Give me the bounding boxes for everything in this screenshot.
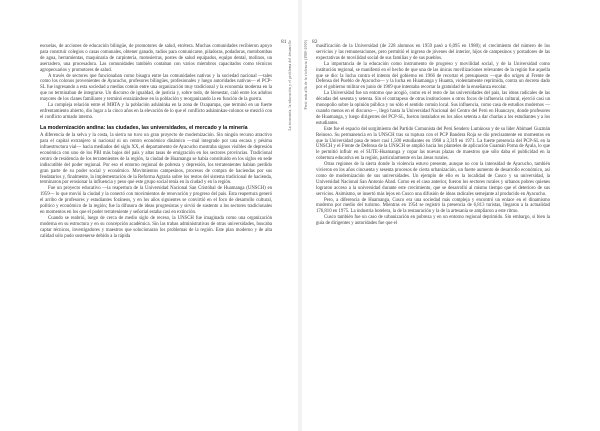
paragraph: Este fue el espacio del surgimiento del Partido Comunista del Perú Sendero Luminoso y de su líder Abimael Guzmán Reinoso. Su permanencia en la UNSCH tras su ruptura con el PCP Bandera Roja se dio precisamente en momentos en que la Universidad pasa de tener casi 1,500 estudiantes en 1968 a 3,319 en 1971. La fuerte presencia del PCP-SL en la UNSCH y el Frente de Defensa de la UNSCH se amplió hacia los planteles de aplicación Guamán Poma de Ayala, lo que le permitió influir en el SUTE-Huamanga y copar las nuevas plazas de maestros que sólo daba el publicidad en la cobertura educativa en la región, particularmente en las áreas rurales. <box>316 126 550 162</box>
paragraph: Fue un proyecto educativo —la reapertura de la Universidad Nacional San Cristóbal de Huamanga (UNSCH) en 1959— lo que movió la ciudad y la conectó con movimientos de renovación y progreso del país. Esta reapertura generó el arribo de profesores y estudiantes foráneos, y en los años siguientes se convirtió en el foco de desarrollo cultural, político y económico de la región; fue la difusora de ideas progresistas y sirvió de sustento a los sectores tradicionales en momentos en los que el poder terrateniente y señorial estaba casi en extinción. <box>40 186 272 215</box>
right-page <box>302 0 600 431</box>
page-number: 82 <box>312 39 318 45</box>
text-column <box>40 44 272 240</box>
paragraph: A través de sectores que funcionaban como bisagra entre las comunidades nativas y la sociedad nacional —tales como los colonos provenientes de Ayacucho, profesores bilingües, profesionales y luego autoridades nativas— el PCP-SL fue ingresando a esta sociedad a medias común entre una organización muy tradicional y la economía moderna en la que no terminaban de integrarse. Un discurso de igualdad, de justicia y, sobre todo, de bienestar, caló entre los adultos mayores de los clanes familiares y terminó enraizándose en la población y reorganizando la en función de la guerra. <box>40 73 272 103</box>
section-heading: La modernización andina: las ciudades, las universidades, el mercado y la minería <box>40 124 248 131</box>
paragraph: Cuando se reabrió, luego de cerca de medio siglo de receso, la UNSCH fue imaginada como una organización moderna en su estructura y en su concepción académica. Sin las trabas administrativas de otras universidades, buscaba captar técnicos, investigadores y maestros que solucionaran los problemas de la región. Este plan moderno y de alta calidad sólo pudo sostenerse debido a la rápida <box>40 215 272 239</box>
running-head: Perú: más allá de la violencia (1980-2000) <box>304 40 308 110</box>
paragraph: Otras regiones de la sierra donde la violencia estuvo presente, aunque no con la intensidad de Ayacucho, también vivieron en los años cincuenta y sesenta procesos de cierta urbanización, un fuerte aumento de desarrollo económico, así como de modernización de sus universidades. Un ejemplo de ello es la localidad de Cusco y su universidad, la Universidad Nacional San Antonio Abad. Como en el caso anterior, fueron los sectores rurales y urbanos pobres quienes lograron acceso a la universidad durante este crecimiento, que se desarrolló al mismo tiempo que el deterioro de sus servicios. Asimismo, se insertó más lejos en Cusco una difusión de ideas radicales semejante al producido en Ayacucho. <box>316 162 550 197</box>
running-head: La economía, la educación y el problema del desarrollo <box>288 40 292 131</box>
paragraph: Pero, a diferencia de Huamanga, Cusco era una sociedad más compleja y encontró un enlace en el dinamismo moderno por medio del turismo. Mientras en 1954 se registró la presencia de 6,813 turistas, llegaron a la actualidad 176,810 en 1975. La industria hotelera, la de la restauración y la de la artesanía se ampliaron a este ritmo. <box>316 197 550 215</box>
paragraph: La importancia de la educación como instrumento de progreso y movilidad social, y de la Universidad como institución regional, se manifestó en el hecho de que una de las únicas movilizaciones relevantes de la región fue aquella que se dio: la lucha contra el intento del gobierno en 1966 de recortar el presupuesto —que dio origen al Frente de Defensa del Pueblo de Ayacucho— y la lucha en Huamanga y Huanta, violentamente reprimida, contra un decreto dado por el gobierno militar en junio de 1969 que intentaba recortar la gratuidad de la enseñanza escolar. <box>316 61 550 91</box>
paragraph: escuelas, de acciones de educación bilingüe, de promotores de salud, etcétera. Muchas comunidades recibieron apoyo para construir colegios o casas comunales, obtener ganado, radios para comunicarse, piladoras, podadoras, motobombas de agua, herramientas, maquinaria de carpintería, motosierras, postes de salud equipados, equipo dental, molinos, un aserradero, una procesadora. Las comunidades también contaban con varios miembros capacitados como técnicos agropecuarios y promotores de salud. <box>40 44 272 73</box>
paragraph: Cusco también fue un caso de urbanización en pobreza y en un entorno regional deprimido. Sin embargo, si bien la guía de dirigentes y autoridades fue que el <box>316 215 550 227</box>
page-number: 81 <box>281 39 287 45</box>
paragraph: masificación de la Universidad (de 228 alumnos en 1959 pasó a 6,095 en 1980); el crecimiento del número de los servicios y las remuneraciones, pero permitió el ingreso de jóvenes del interior, hijos de campesinos y portadores de las expectativas de movilidad social de sus familias y de sus pueblos. <box>316 44 550 61</box>
paragraph: La compleja relación entre el MRTA y la población asháninka en la zona de Oxapampa, que terminó en un fuerte enfrentamiento abierto, dio lugar a la cinco años en la elevación de lo que el conflicto asháninkas-colonos se mezcló con el conflicto armado interno. <box>40 103 272 120</box>
paragraph: A diferencia de la selva y la costa, la sierra no tuvo un gran proyecto de modernización. Sin ningún recurso atractivo para el capital extranjero ni nacional ni un centro económico dinámico —mal integrado por una escasa y pésima infraestructura vial— hacia mediados del siglo XX, el departamento de Ayacucho mostraba signos visibles de depresión económica con uno de los PBI más bajos del país y altas tasas de emigración en los sectores provincias. Tradicional centro de residencia de los terratenientes de la región, la ciudad de Huamanga se había constituido en los siglos en sede indiscutible del poder regional. Por eso el entorno regional de pobreza y depresión, los terratenientes habían perdido gran parte de su poder social y económico. Movimientos campesinos, procesos de compra de haciendas por sus feudatarios y, finalmente, la implementación de la Reforma Agraria sobre los restos del sistema tradicional de hacienda, terminaron por erosionar la influencia y peso que este grupo social tenía en la ciudad y en la región. <box>40 133 272 186</box>
paragraph: La Universidad fue un entorno que acogió, como en el resto de las universidades del país, las ideas radicales de las décadas del sesenta y setenta. Sin el contrapeso de otras instituciones u otros focos de influencia cultural, ejerció casi un monopolio sobre la opinión pública y no sólo el sentido común local. Sus influencia, como casa de estudios modernos —cuando menos en el discurso—, llegó hasta la Universidad Nacional del Centro del Perú en Huancayo, donde profesores de Huamanga, y luego dirigentes del PCP-SL, fueron instalados en los años setenta a dar charlas a los estudiantes y a los estudiantes. <box>316 91 550 126</box>
left-page <box>0 0 298 431</box>
text-column <box>316 44 550 227</box>
